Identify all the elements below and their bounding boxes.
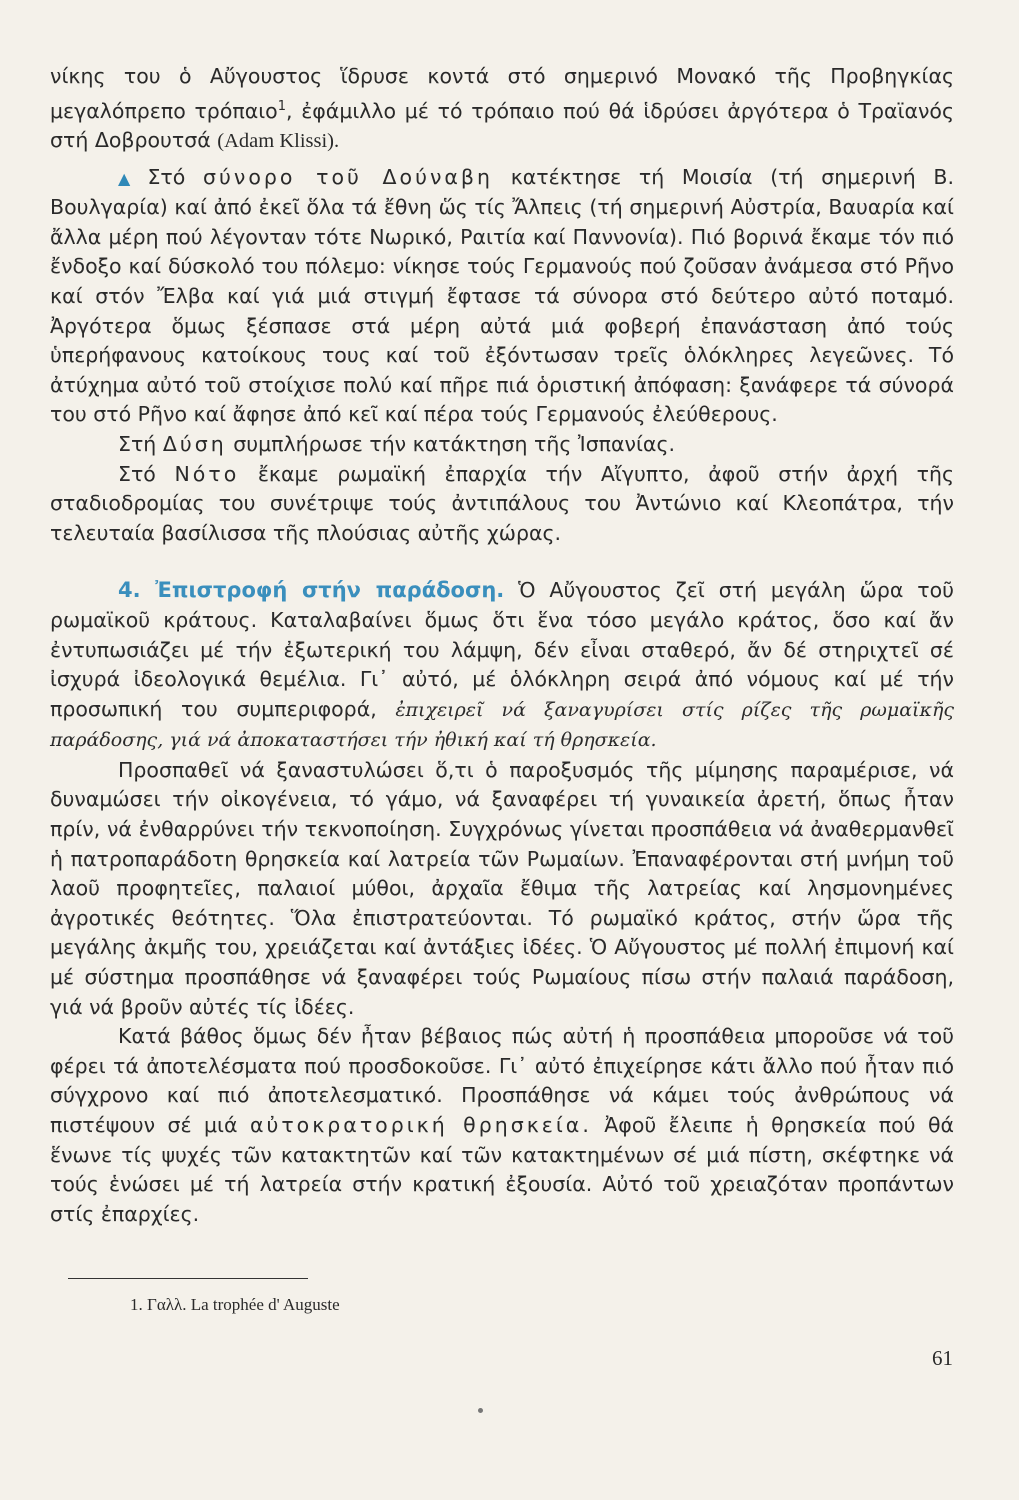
paragraph-south xyxy=(50,460,954,549)
text-run: , ἐφάμιλλο μέ τό τρόπαιο πού θά ἱδρύσει ἀργότερα ὁ Τραϊανός στή Δοβρουτσά xyxy=(50,98,955,153)
latin-place-name: (Adam Klissi). xyxy=(217,130,340,153)
paragraph-imperial-religion xyxy=(50,1022,954,1229)
paragraph-danube-border xyxy=(50,163,954,430)
ink-speck xyxy=(478,1408,483,1413)
text-run: Ἀφοῦ ἔλειπε ἡ θρησκεία πού θά ἕνωνε τίς ψυχές τῶν κατακτητῶν καί τῶν κατακτημένων σέ μιά πίστη, σκέφτηκε νά τούς ἑνώσει μέ τή λατρεία στήν κρατική ἐξουσία. Αὐτό τοῦ χρειαζόταν προπάντων στίς ἐπαρχίες. xyxy=(50,1113,954,1226)
text-run: Ὁ Αὔγουστος ζεῖ στή μεγάλη ὥρα τοῦ ρωμαϊκοῦ κράτους. Καταλαβαίνει ὅμως ὅτι ἕνα τόσο μεγάλο κράτος, ὅσο καί ἄν ἐντυπωσιάζει μέ τήν ἐξωτερική του λάμψη, δέν εἶναι σταθερό, ἄν δέ στηριχτεῖ σέ ἰσχυρά ἰδεολογικά θεμέλια. Γι᾽ αὐτό, μέ ὁλόκληρη σειρά ἀπό νόμους καί μέ τήν προσωπική του συμπεριφορά, xyxy=(50,578,954,721)
page-body xyxy=(50,62,954,1229)
page-number: 61 xyxy=(932,1346,953,1370)
triangle-bullet-icon: ▲ xyxy=(118,168,142,188)
paragraph-return-to-tradition xyxy=(50,576,954,756)
text-run: ἔκαμε ρωμαϊκή ἐπαρχία τήν Αἴγυπτο, ἀφοῦ στήν ἀρχή τῆς σταδιοδρομίας του συνέτριψε τούς ἀντιπάλους του Ἀντώνιο καί Κλεοπάτρα, τήν τελευταία βασίλισσα τῆς πλούσιας αὐτῆς χώρας. xyxy=(50,461,954,545)
text-run: Στό xyxy=(147,164,186,189)
text-run: συμπλήρωσε τήν κατάκτηση τῆς Ἰσπανίας. xyxy=(226,431,675,456)
text-run: Κατά βάθος ὅμως δέν ἦταν βέβαιος πώς αὐτή ἡ προσπάθεια μποροῦσε νά τοῦ φέρει τά ἀποτελέσματα πού προσδοκοῦσε. Γι᾽ αὐτό ἐπιχείρησε κάτι ἄλλο πού ἦταν πιό σύγχρονο καί πιό ἀποτελεσματικό. Προσπάθησε νά κάμει τούς ἀνθρώπους νά πιστέψουν σέ μιά xyxy=(50,1024,954,1138)
spaced-emphasis: σύνορο τοῦ Δούναβη xyxy=(203,164,494,189)
text-run: κατέκτησε τή Μοισία (τή σημερινή Β. Βουλγαρία) καί ἀπό ἐκεῖ ὅλα τά ἔθνη ὥς τίς Ἄλπεις (τή σημερινή Αὐστρία, Βαυαρία καί ἄλλα μέρη πού λέγονταν τότε Νωρικό, Ραιτία καί Παννονία). Πιό βορινά ἔκαμε τόν πιό ἔνδοξο καί δύσκολό του πόλεμο: νίκησε τούς Γερμανούς πού ζοῦσαν ἀνάμεσα στό Ρῆνο καί στόν Ἔλβα καί γιά μιά στιγμή ἔφτασε τά σύνορα στό δεύτερο αὐτό ποταμό. Ἀργότερα ὅμως ξέσπασε στά μέρη αὐτά μιά φοβερή ἐπανάσταση ἀπό τούς ὑπερήφανους κατοίκους τους καί τοῦ ἐξόντωσαν τρεῖς ὁλόκληρες λεγεῶνες. Τό ἀτύχημα αὐτό τοῦ στοίχισε πολύ καί πῆρε πιά ὁριστική ἀπόφαση: ξανάφερε τά σύνορά του στό Ρῆνο καί ἄφησε ἀπό κεῖ καί πέρα τούς Γερμανούς ἐλεύθερους. xyxy=(50,164,954,427)
paragraph-augustus-trophy xyxy=(50,62,954,157)
text-run: Στή xyxy=(118,431,157,456)
footnote: 1. Γαλλ. La trophée d' Auguste xyxy=(130,1295,340,1314)
spaced-emphasis: Νότο xyxy=(174,461,240,486)
footnote-divider xyxy=(68,1278,308,1279)
footnote-reference: 1 xyxy=(277,98,286,114)
text-run: Στό xyxy=(118,461,156,486)
section-heading: 4. Ἐπιστροφή στήν παράδοση. xyxy=(118,578,505,603)
text-run: νίκης του ὁ Αὔγουστος ἵδρυσε κοντά στό σημερινό Μονακό τῆς Προβηγκίας μεγαλόπρεπο τρόπαιο xyxy=(50,64,954,123)
spaced-emphasis: Δύση xyxy=(162,431,227,456)
spaced-emphasis: αὐτοκρατορική θρησκεία. xyxy=(249,1113,592,1138)
paragraph-family-religion: Προσπαθεῖ νά ξαναστυλώσει ὅ,τι ὁ παροξυσμός τῆς μίμησης παραμέρισε, νά δυναμώσει τήν οἰκογένεια, τό γάμο, νά ξαναφέρει τή γυναικεία ἀρετή, ὅπως ἦταν πρίν, νά ἐνθαρρύνει τήν τεκνοποίηση. Συγχρόνως γίνεται προσπάθεια νά ἀναθερμανθεῖ ἡ πατροπαράδοτη θρησκεία καί λατρεία τῶν Ρωμαίων. Ἐπαναφέρονται στή μνήμη τοῦ λαοῦ προφητεῖες, παλαιοί μύθοι, ἀρχαῖα ἔθιμα τῆς λατρείας καί λησμονημένες ἀγροτικές θεότητες. Ὅλα ἐπιστρατεύονται. Τό ρωμαϊκό κράτος, στήν ὥρα τῆς μεγάλης ἀκμῆς του, χρειάζεται καί ἀντάξιες ἰδέες. Ὁ Αὔγουστος μέ πολλή ἐπιμονή καί μέ σύστημα προσπάθησε νά ξαναφέρει τούς Ρωμαίους πίσω στήν παλαιά παράδοση, γιά νά βροῦν αὐτές τίς ἰδέες. xyxy=(50,757,954,1019)
italic-emphasis: ἐπιχειρεῖ νά ξαναγυρίσει στίς ρίζες τῆς ρωμαϊκῆς παράδοσης, γιά νά ἀποκαταστήσει τήν ἠθική καί τή θρησκεία. xyxy=(50,698,954,752)
paragraph-west xyxy=(50,430,954,460)
